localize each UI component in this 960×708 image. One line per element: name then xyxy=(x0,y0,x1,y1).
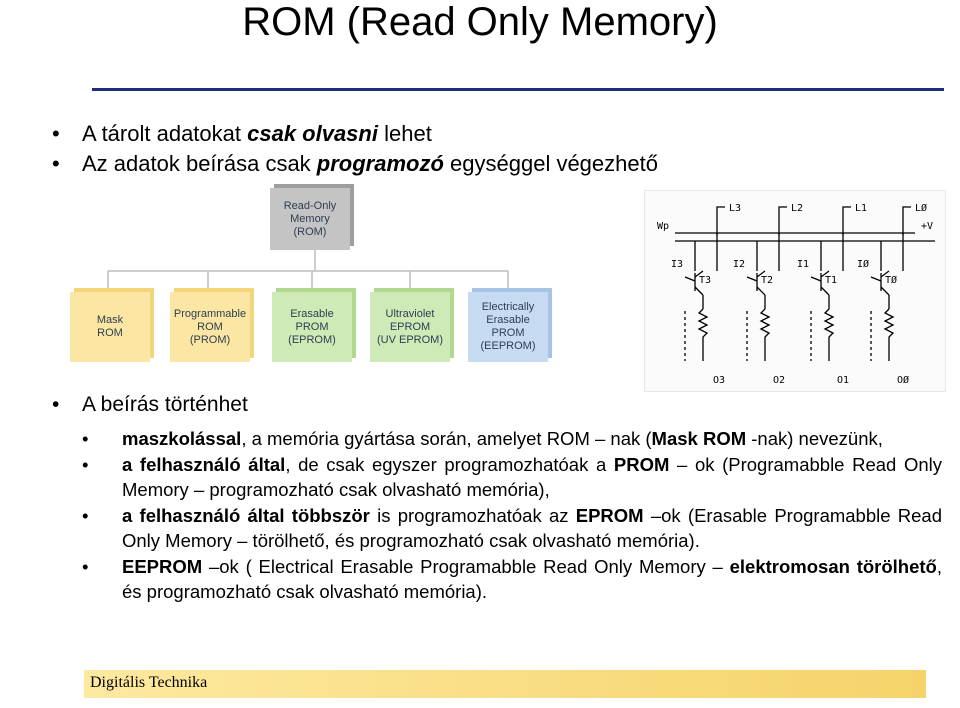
section-heading: • A beírás történhet xyxy=(52,392,942,418)
list-item: • EEPROM –ok ( Electrical Erasable Programabble Read Only Memory – elektromosan törölhető, és programozható csak olvasható memória). xyxy=(52,554,942,604)
label-L3: L3 xyxy=(729,203,742,214)
write-methods-list xyxy=(52,426,942,604)
resistor-1 xyxy=(825,309,833,361)
resistor-0 xyxy=(885,309,893,361)
uv-eprom-box: Ultraviolet EPROM (UV EPROM) xyxy=(370,292,450,362)
label-O1: O1 xyxy=(837,375,850,386)
label-T0: TØ xyxy=(885,275,898,286)
intro-bullets xyxy=(52,120,658,180)
prom-box: Programmable ROM (PROM) xyxy=(170,292,250,362)
mask-rom-box: Mask ROM xyxy=(70,292,150,362)
bullet-item: • Az adatok beírása csak programozó egységgel végezhető xyxy=(52,150,658,180)
eprom-box: Erasable PROM (EPROM) xyxy=(272,292,352,362)
list-item: • a felhasználó által, de csak egyszer programozhatóak a PROM – ok (Programabble Read Only Memory – programozható csak olvasható memória), xyxy=(52,452,942,502)
label-L2: L2 xyxy=(791,203,804,214)
label-L1: L1 xyxy=(855,203,868,214)
label-I3: I3 xyxy=(671,259,684,270)
page-title: ROM (Read Only Memory) xyxy=(242,0,718,44)
eeprom-box: Electrically Erasable PROM (EEPROM) xyxy=(468,292,548,362)
label-I0: IØ xyxy=(857,259,870,270)
label-vplus: +V xyxy=(921,221,934,232)
rom-root-box: Read-Only Memory (ROM) xyxy=(270,188,350,250)
resistor-3 xyxy=(699,309,707,361)
write-methods-section xyxy=(52,392,942,605)
rom-circuit-diagram xyxy=(644,190,946,392)
list-item: • a felhasználó által többször is programozhatóak az EPROM –ok (Erasable Programabble Read Only Memory – törölhető, és programozható csak olvasható memória). xyxy=(52,503,942,553)
label-O3: O3 xyxy=(713,375,726,386)
label-T3: T3 xyxy=(699,275,712,286)
label-T2: T2 xyxy=(761,275,774,286)
label-wp: Wp xyxy=(657,221,670,232)
circuit-schematic xyxy=(645,191,945,391)
footer-text: Digitális Technika xyxy=(90,674,208,691)
label-L0: LØ xyxy=(915,203,928,214)
label-I1: I1 xyxy=(797,259,810,270)
title-divider xyxy=(92,88,944,91)
label-T1: T1 xyxy=(825,275,838,286)
label-O0: OØ xyxy=(897,375,910,386)
label-O2: O2 xyxy=(773,375,786,386)
column-lines xyxy=(717,207,911,235)
label-I2: I2 xyxy=(733,259,746,270)
bullet-item: • A tárolt adatokat csak olvasni lehet xyxy=(52,120,658,150)
list-item: • maszkolással, a memória gyártása során, amelyet ROM – nak (Mask ROM -nak) nevezünk, xyxy=(52,426,942,451)
footer-bar xyxy=(84,670,926,698)
resistor-2 xyxy=(761,309,769,361)
